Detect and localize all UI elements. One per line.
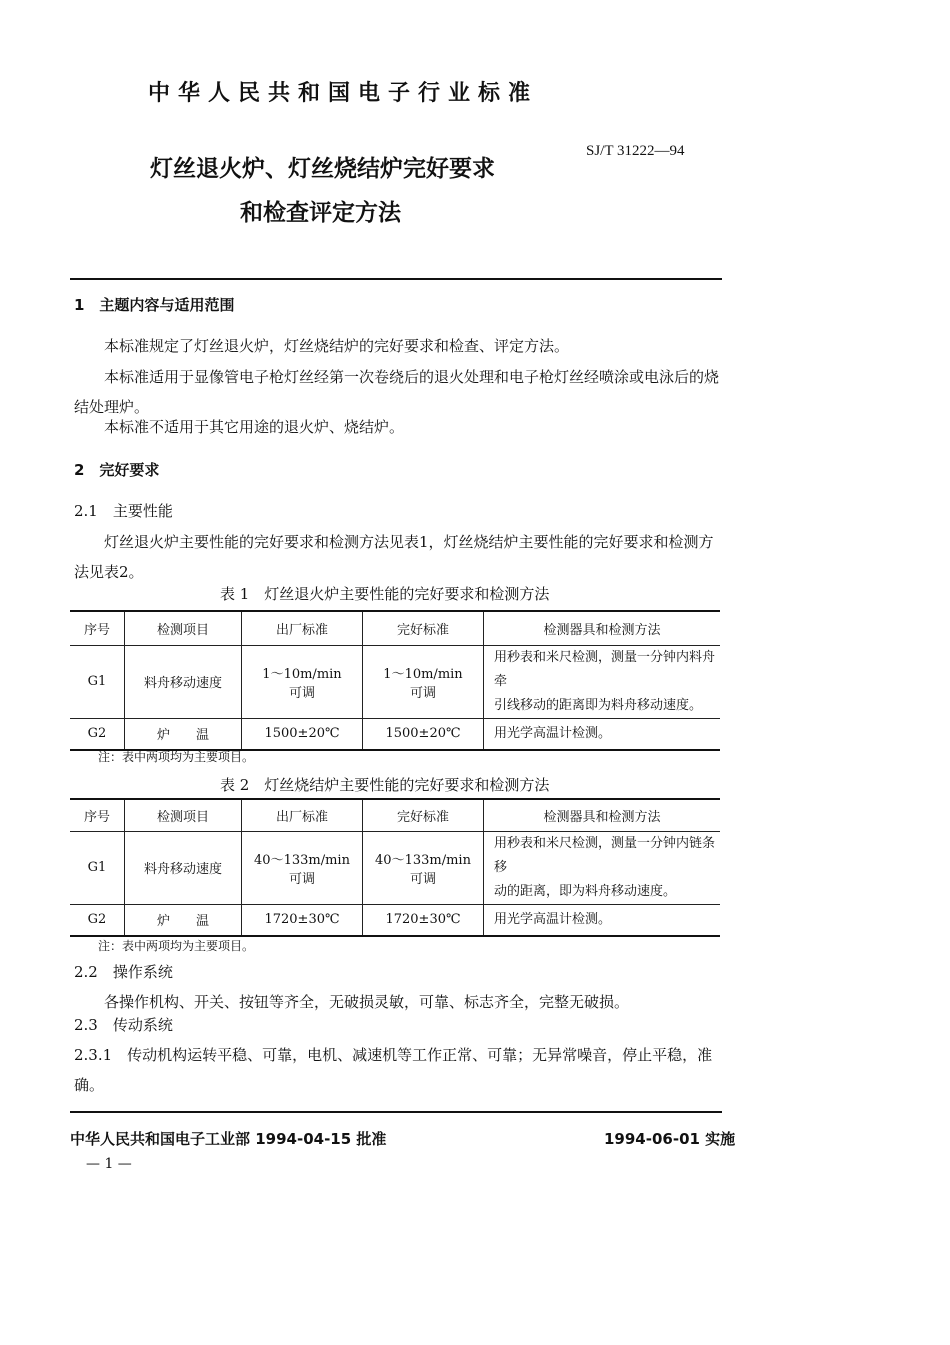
- table-cell: 料舟移动速度: [125, 645, 242, 718]
- effective-date: 1994-06-01 实施: [604, 1130, 736, 1148]
- table-cell: G2: [70, 904, 125, 936]
- table-cell: [242, 645, 363, 718]
- table-cell: 1500±20℃: [363, 718, 484, 750]
- table-cell: [363, 831, 484, 904]
- cell-line: 用秒表和米尺检测，测量一分钟内链条移: [494, 835, 716, 875]
- cell-line: 可调: [288, 685, 315, 701]
- table-1-header-no: 序号: [70, 611, 125, 645]
- table-2-header-good: 完好标准: [363, 799, 484, 831]
- table-cell: 1720±30℃: [242, 904, 363, 936]
- table-1-header-good: 完好标准: [363, 611, 484, 645]
- section-2-3-heading: 2.3 传动系统: [74, 1016, 173, 1034]
- table-cell: [363, 645, 484, 718]
- cell-line: 用秒表和米尺检测，测量一分钟内料舟牵: [494, 649, 716, 689]
- table-cell: G2: [70, 718, 125, 750]
- page-number: — 1 —: [86, 1156, 132, 1172]
- table-row: [70, 904, 720, 936]
- table-2-note: 注：表中两项均为主要项目。: [98, 939, 255, 953]
- issuing-body-header: 中华人民共和国电子行业标准: [148, 81, 539, 106]
- table-cell: 用光学高温计检测。: [484, 718, 721, 750]
- table-cell: [484, 831, 721, 904]
- section-2-2-text: 各操作机构、开关、按钮等齐全，无破损灵敏，可靠、标志齐全，完整无破损。: [104, 993, 630, 1011]
- standard-code: SJ/T 31222—94: [586, 143, 685, 159]
- table-cell: 1720±30℃: [363, 904, 484, 936]
- table-cell: 炉 温: [125, 904, 242, 936]
- table-cell: 1500±20℃: [242, 718, 363, 750]
- table-2-header-no: 序号: [70, 799, 125, 831]
- table-1: [70, 610, 720, 751]
- table-1-header-method: 检测器具和检测方法: [484, 611, 721, 645]
- section-2-1-heading: 2.1 主要性能: [74, 502, 173, 520]
- table-1-caption: 表 1 灯丝退火炉主要性能的完好要求和检测方法: [220, 585, 550, 603]
- table-2: [70, 798, 720, 937]
- cell-line: 1～10m/min: [383, 666, 463, 682]
- section-2-1-text: 灯丝退火炉主要性能的完好要求和检测方法见表1，灯丝烧结炉主要性能的完好要求和检测方法见表2。: [74, 533, 714, 581]
- section-1-paragraph-3: 本标准不适用于其它用途的退火炉、烧结炉。: [104, 418, 405, 436]
- table-1-header-item: 检测项目: [125, 611, 242, 645]
- section-1-paragraph-2: 本标准适用于显像管电子枪灯丝经第一次卷绕后的退火处理和电子枪灯丝经喷涂或电泳后的烧结处理炉。: [74, 368, 720, 416]
- cell-line: 可调: [409, 685, 436, 701]
- cell-line: 动的距离，即为料舟移动速度。: [494, 883, 677, 899]
- table-row: [70, 645, 720, 718]
- table-2-header-item: 检测项目: [125, 799, 242, 831]
- document-title-line2: 和检查评定方法: [240, 200, 401, 226]
- table-cell: 用光学高温计检测。: [484, 904, 721, 936]
- table-cell: G1: [70, 831, 125, 904]
- table-1-header-factory: 出厂标准: [242, 611, 363, 645]
- document-title-line1: 灯丝退火炉、灯丝烧结炉完好要求: [150, 156, 495, 182]
- table-2-caption: 表 2 灯丝烧结炉主要性能的完好要求和检测方法: [220, 776, 550, 794]
- cell-line: 可调: [288, 871, 315, 887]
- table-cell: [242, 831, 363, 904]
- cell-line: 1～10m/min: [262, 666, 342, 682]
- table-row: [70, 831, 720, 904]
- section-2-heading: 2 完好要求: [74, 461, 160, 479]
- table-cell: 料舟移动速度: [125, 831, 242, 904]
- approval-line: 中华人民共和国电子工业部 1994-04-15 批准: [70, 1130, 387, 1148]
- footer-rule: [70, 1111, 722, 1113]
- table-cell: [484, 645, 721, 718]
- section-1-paragraph-1: 本标准规定了灯丝退火炉，灯丝烧结炉的完好要求和检查、评定方法。: [104, 337, 570, 355]
- cell-line: 引线移动的距离即为料舟移动速度。: [494, 697, 703, 713]
- table-2-header-factory: 出厂标准: [242, 799, 363, 831]
- table-1-note: 注：表中两项均为主要项目。: [98, 750, 255, 764]
- cell-line: 40～133m/min: [254, 852, 350, 868]
- table-row: [70, 718, 720, 750]
- table-cell: G1: [70, 645, 125, 718]
- section-2-2-heading: 2.2 操作系统: [74, 963, 173, 981]
- table-cell: 炉 温: [125, 718, 242, 750]
- cell-line: 可调: [409, 871, 436, 887]
- section-2-3-1-text: 2.3.1 传动机构运转平稳、可靠，电机、减速机等工作正常、可靠；无异常噪音，停止平稳，准确。: [74, 1046, 713, 1094]
- header-rule: [70, 278, 722, 280]
- table-2-header-method: 检测器具和检测方法: [484, 799, 721, 831]
- cell-line: 40～133m/min: [375, 852, 471, 868]
- section-1-heading: 1 主题内容与适用范围: [74, 296, 235, 314]
